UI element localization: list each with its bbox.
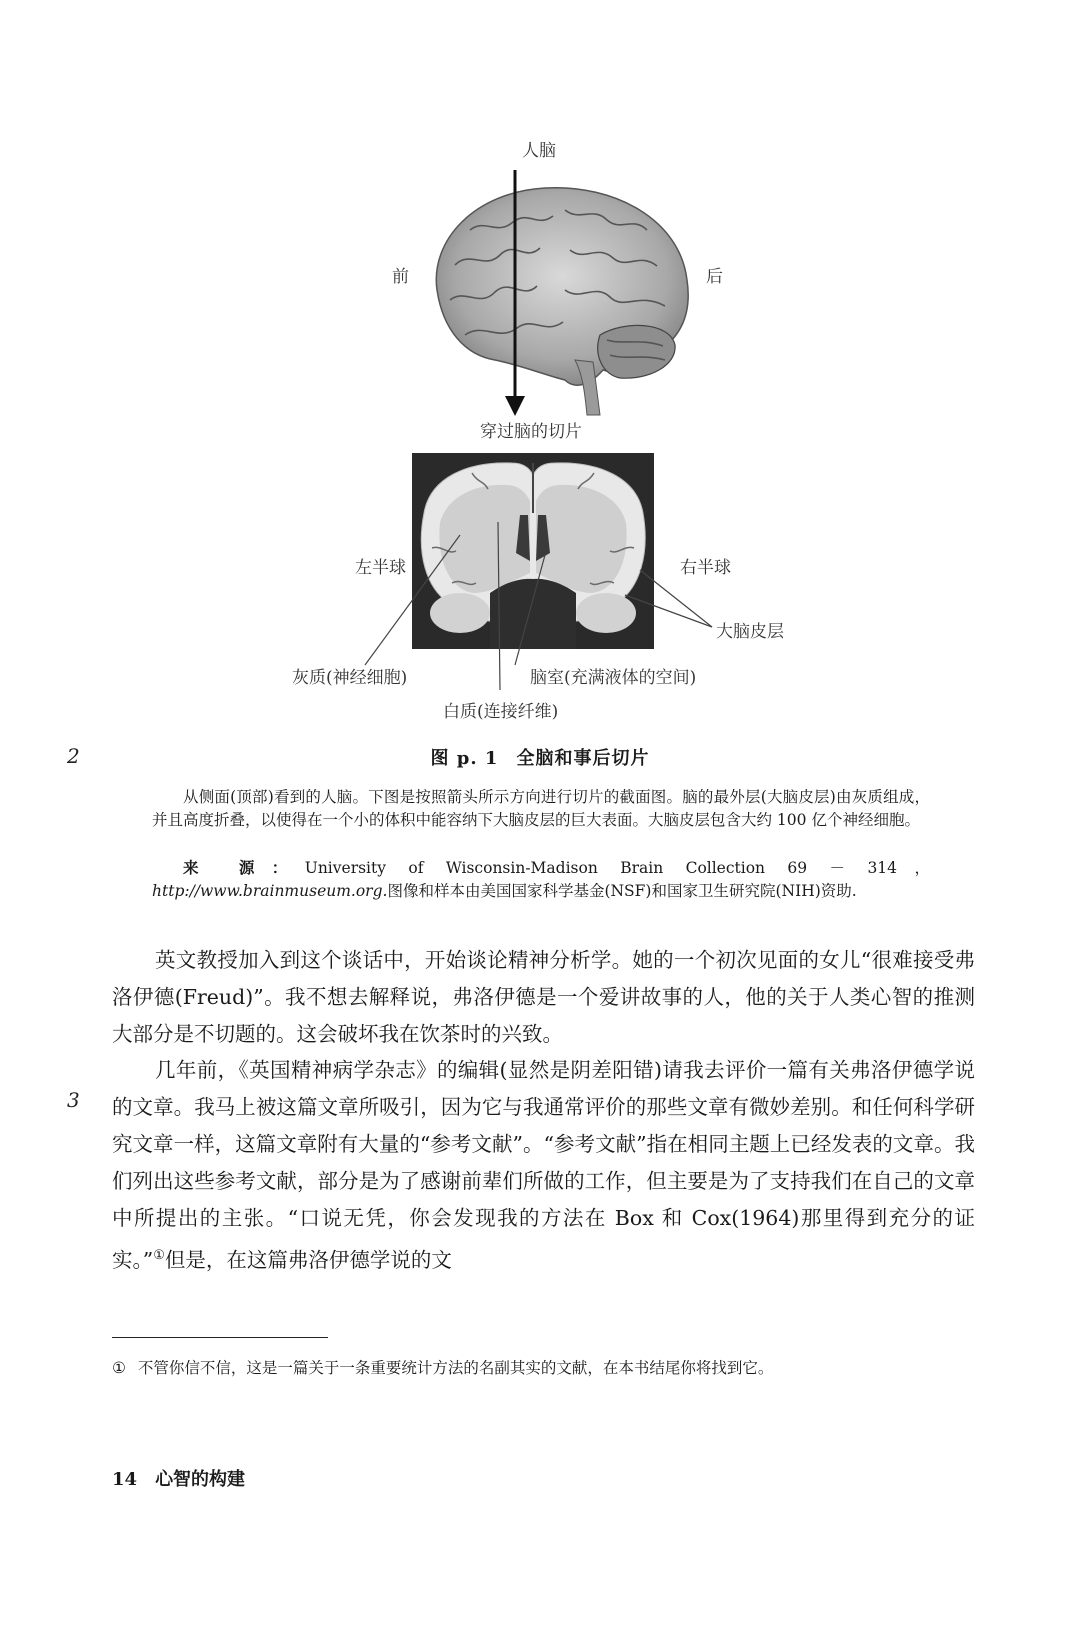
book-title: 心智的构建	[155, 1469, 246, 1490]
source-tail: 图像和样本由美国国家科学基金(NSF)和国家卫生研究院(NIH)资助.	[387, 882, 857, 900]
figure-title-text: 全脑和事后切片	[516, 748, 650, 769]
margin-number-3: 3	[67, 1088, 80, 1112]
paragraph-1: 英文教授加入到这个谈话中，开始谈论精神分析学。她的一个初次见面的女儿“很难接受弗洛伊德(Freud)”。我不想去解释说，弗洛伊德是一个爱讲故事的人，他的关于人类心智的推测大部分是不切题的。这会破坏我在饮茶时的兴致。	[112, 948, 975, 1046]
label-gray-matter: 灰质(神经细胞)	[292, 668, 408, 688]
label-right-hemisphere: 右半球	[680, 558, 731, 578]
figure-caption: 从侧面(顶部)看到的人脑。下图是按照箭头所示方向进行切片的截面图。脑的最外层(大脑皮层)由灰质组成，并且高度折叠，以使得在一个小的体积中能容纳下大脑皮层的巨大表面。大脑皮层包含大约 100 亿个神经细胞。	[152, 788, 930, 829]
label-slice: 穿过脑的切片	[480, 422, 582, 442]
source-url: http://www.brainmuseum.org.	[152, 882, 388, 900]
margin-number-2: 2	[67, 744, 80, 768]
page-footer	[112, 1465, 245, 1491]
label-left-hemisphere: 左半球	[355, 558, 406, 578]
pointer-lines	[0, 0, 1080, 720]
paragraph-2-tail: 但是，在这篇弗洛伊德学说的文	[164, 1247, 452, 1272]
paragraph-2	[112, 1052, 975, 1279]
label-back: 后	[706, 267, 723, 287]
figure-title	[0, 744, 1080, 770]
label-ventricle: 脑室(充满液体的空间)	[530, 668, 697, 688]
label-cortex: 大脑皮层	[716, 622, 784, 642]
footnote	[112, 1356, 975, 1380]
paragraph-2-text: 几年前，《英国精神病学杂志》的编辑(显然是阴差阳错)请我去评价一篇有关弗洛伊德学说的文章。我马上被这篇文章所吸引，因为它与我通常评价的那些文章有微妙差别。和任何科学研究文章一样，这篇文章附有大量的“参考文献”。“参考文献”指在相同主题上已经发表的文章。我们列出这些参考文献，部分是为了感谢前辈们所做的工作，但主要是为了支持我们在自己的文章中所提出的主张。“口说无凭，你会发现我的方法在 Box 和 Cox(1964)那里得到充分的证实。”	[112, 1058, 975, 1272]
label-front: 前	[392, 267, 409, 287]
footnote-reference[interactable]: ①	[153, 1248, 165, 1263]
label-white-matter: 白质(连接纤维)	[443, 702, 559, 722]
label-brain: 人脑	[522, 141, 556, 161]
footnote-divider	[112, 1337, 328, 1338]
footnote-mark: ①	[112, 1359, 126, 1377]
source-label: 来 源：	[183, 858, 305, 877]
footnote-text: 不管你信不信，这是一篇关于一条重要统计方法的名副其实的文献，在本书结尾你将找到它。	[137, 1359, 774, 1377]
source-text: University of Wisconsin-Madison Brain Collection 69 － 314，	[304, 859, 930, 877]
figure-number: 图 p. 1	[430, 748, 499, 769]
figure-source	[152, 856, 930, 903]
page-number: 14	[112, 1469, 138, 1490]
